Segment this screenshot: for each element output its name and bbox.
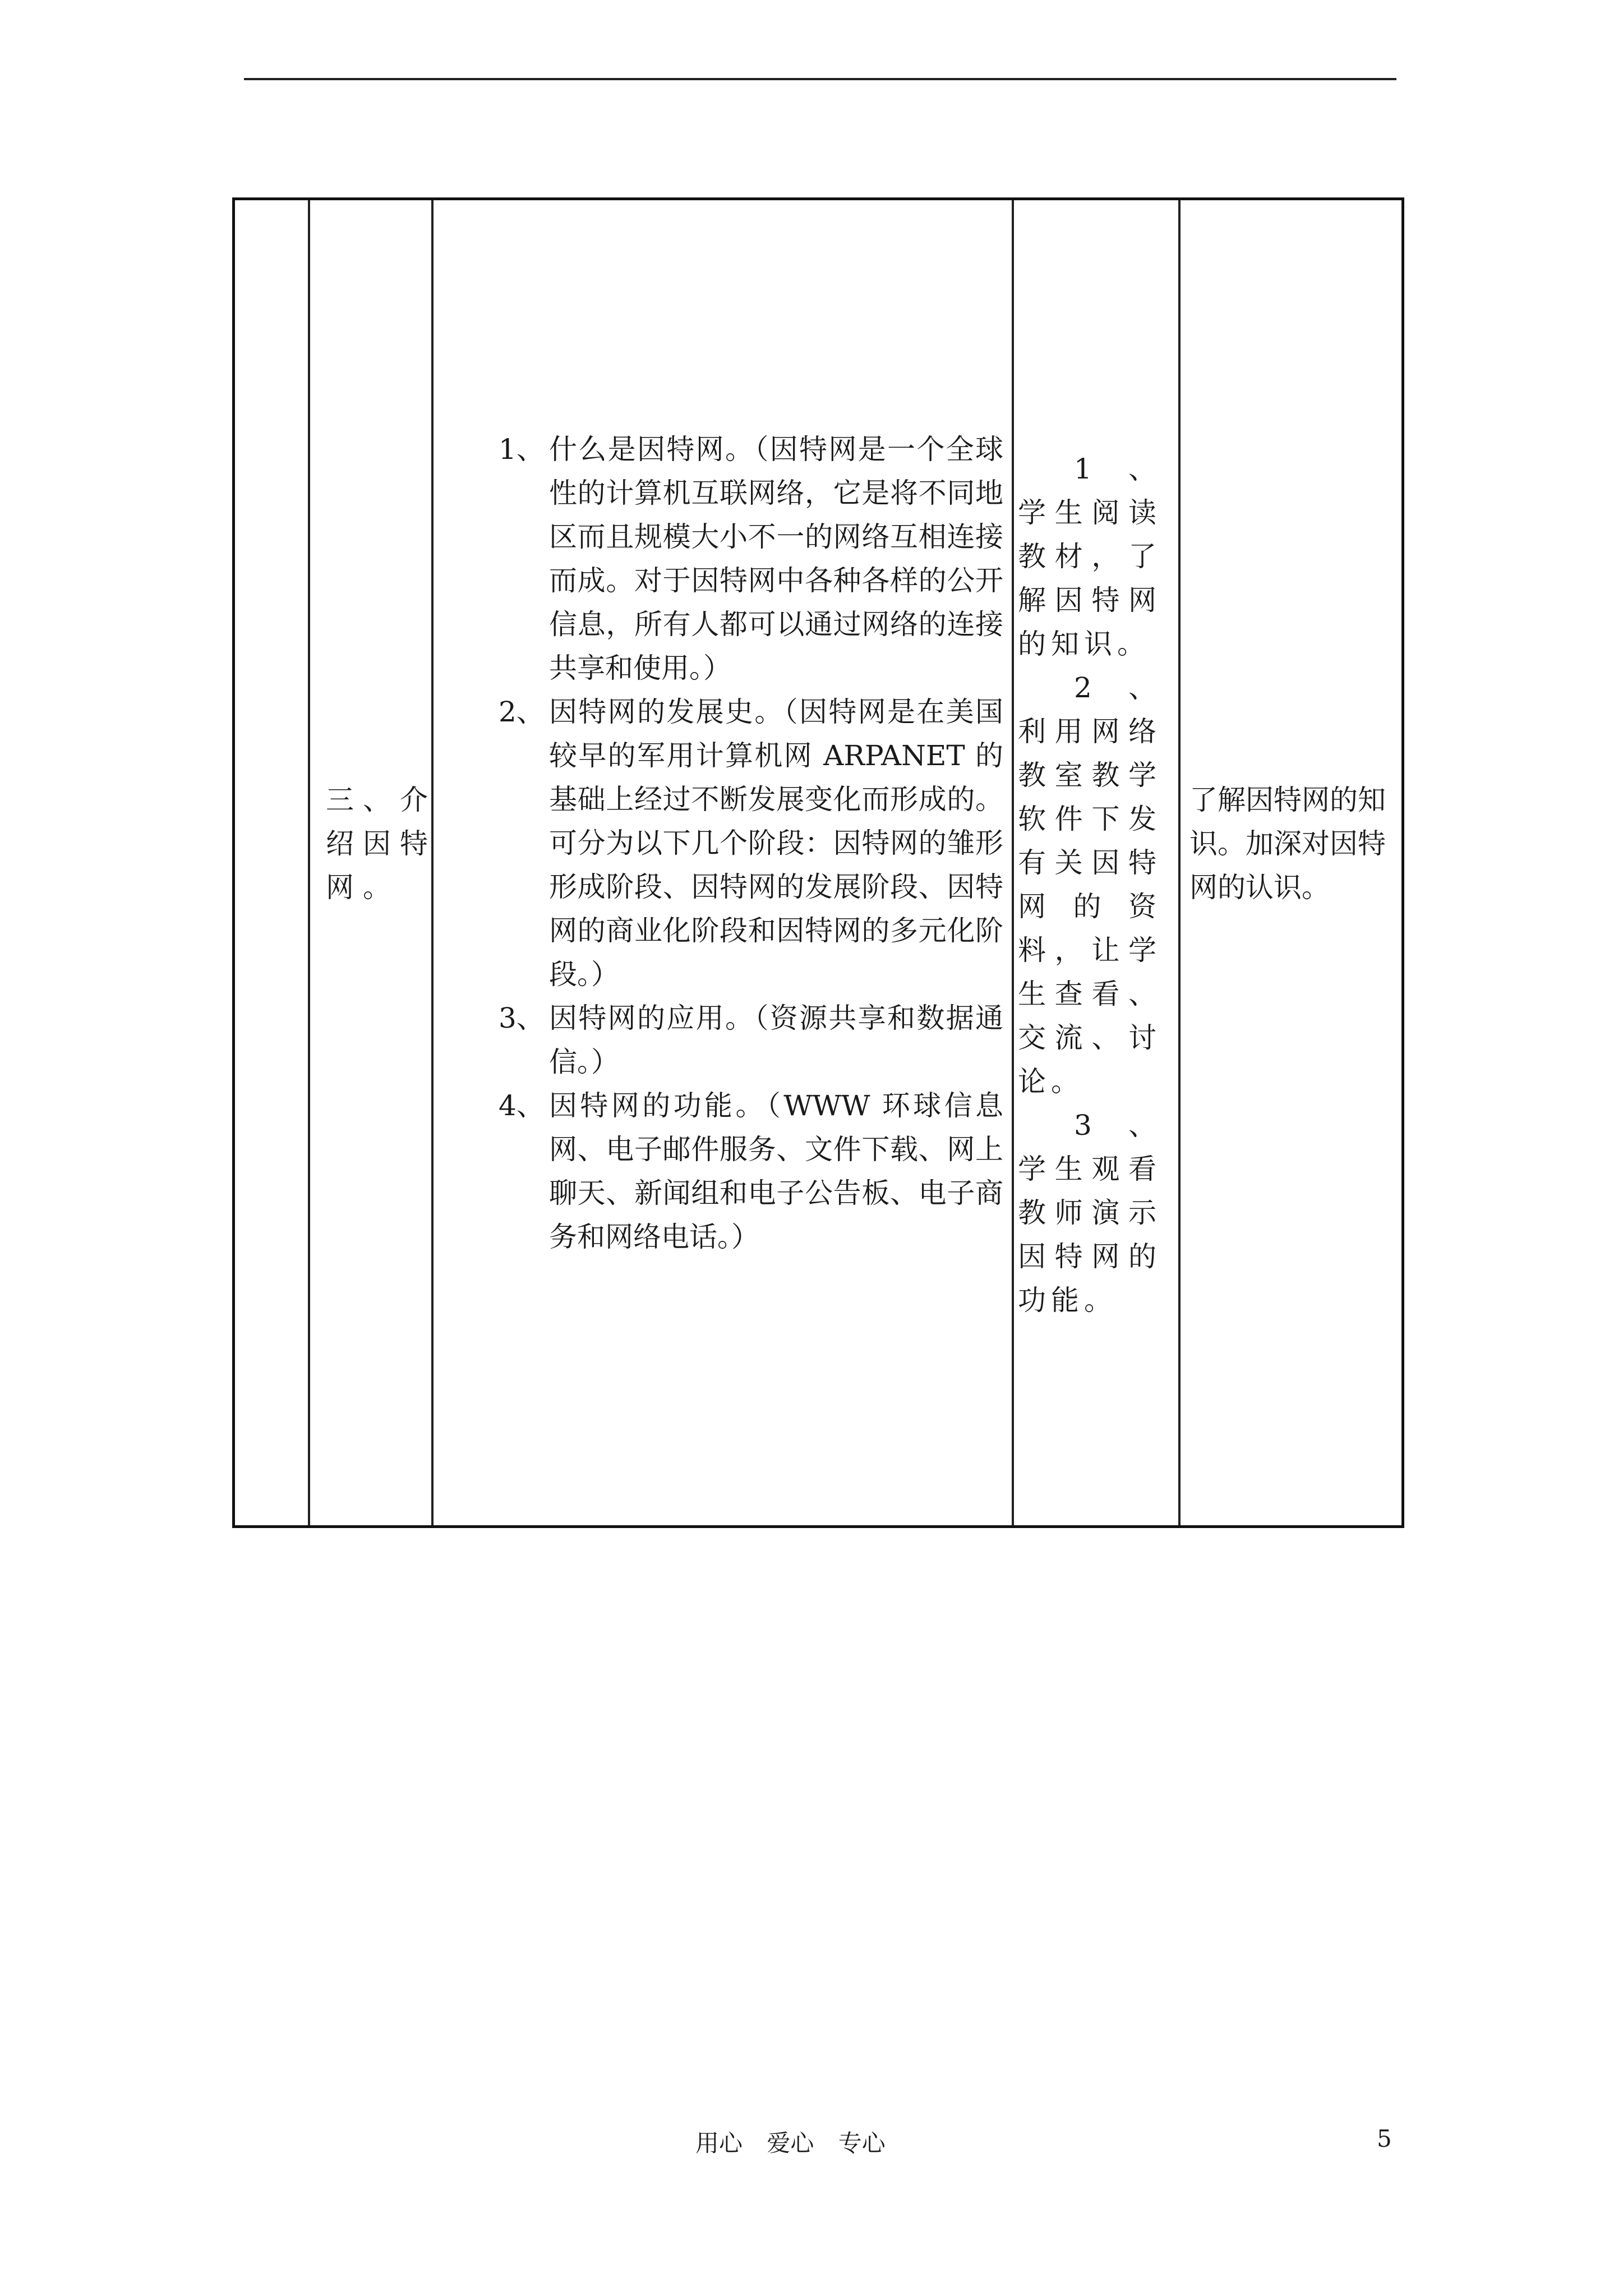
item-number: 4、: [499, 1089, 545, 1122]
column-divider: [1012, 200, 1014, 1525]
item-text: 因特网的应用。（资源共享和数据通信。）: [549, 1002, 1003, 1078]
header-rule: [244, 78, 1396, 80]
item-number: 2、: [499, 696, 545, 728]
item-text: 因特网的发展史。（因特网是在美国较早的军用计算机网 ARPANET 的基础上经过不断发展变化而形成的。可分为以下几个阶段：因特网的雏形形成阶段、因特网的发展阶段、因特网的商业化阶段和因特网的多元化阶段。）: [549, 696, 1003, 991]
activity-paragraph: 1、学生阅读教材，了解因特网的知识。: [1018, 453, 1161, 660]
item-number: 3、: [499, 1002, 545, 1034]
teaching-content: [499, 427, 1003, 1259]
content-item: [499, 690, 1003, 996]
lesson-plan-table: [232, 197, 1404, 1528]
footer-motto: 用心 爱心 专心: [695, 2129, 886, 2157]
item-text: 什么是因特网。（因特网是一个全球性的计算机互联网络，它是将不同地区而且规模大小不一的网络互相连接而成。对于因特网中各种各样的公开信息，所有人都可以通过网络的连接共享和使用。）: [549, 433, 1003, 684]
item-number: 1、: [499, 433, 545, 466]
student-activity: [1018, 447, 1161, 1322]
page-number: 5: [1377, 2125, 1392, 2152]
content-item: [499, 427, 1003, 690]
design-intent: 了解因特网的知识。加深对因特网的认识。: [1189, 784, 1386, 904]
content-item: [499, 1084, 1003, 1259]
activity-paragraph: 3、学生观看教师演示因特网的功能。: [1018, 1109, 1161, 1317]
column-divider: [1178, 200, 1181, 1525]
column-divider: [308, 200, 310, 1525]
section-title: 三、介绍因特网。: [326, 784, 437, 904]
content-item: [499, 996, 1003, 1084]
item-text: 因特网的功能。（WWW 环球信息网、电子邮件服务、文件下载、网上聊天、新闻组和电子公告板、电子商务和网络电话。）: [549, 1089, 1003, 1253]
activity-paragraph: 2、利用网络教室教学软件下发有关因特网的资料，让学生查看、交流、讨论。: [1018, 671, 1161, 1098]
